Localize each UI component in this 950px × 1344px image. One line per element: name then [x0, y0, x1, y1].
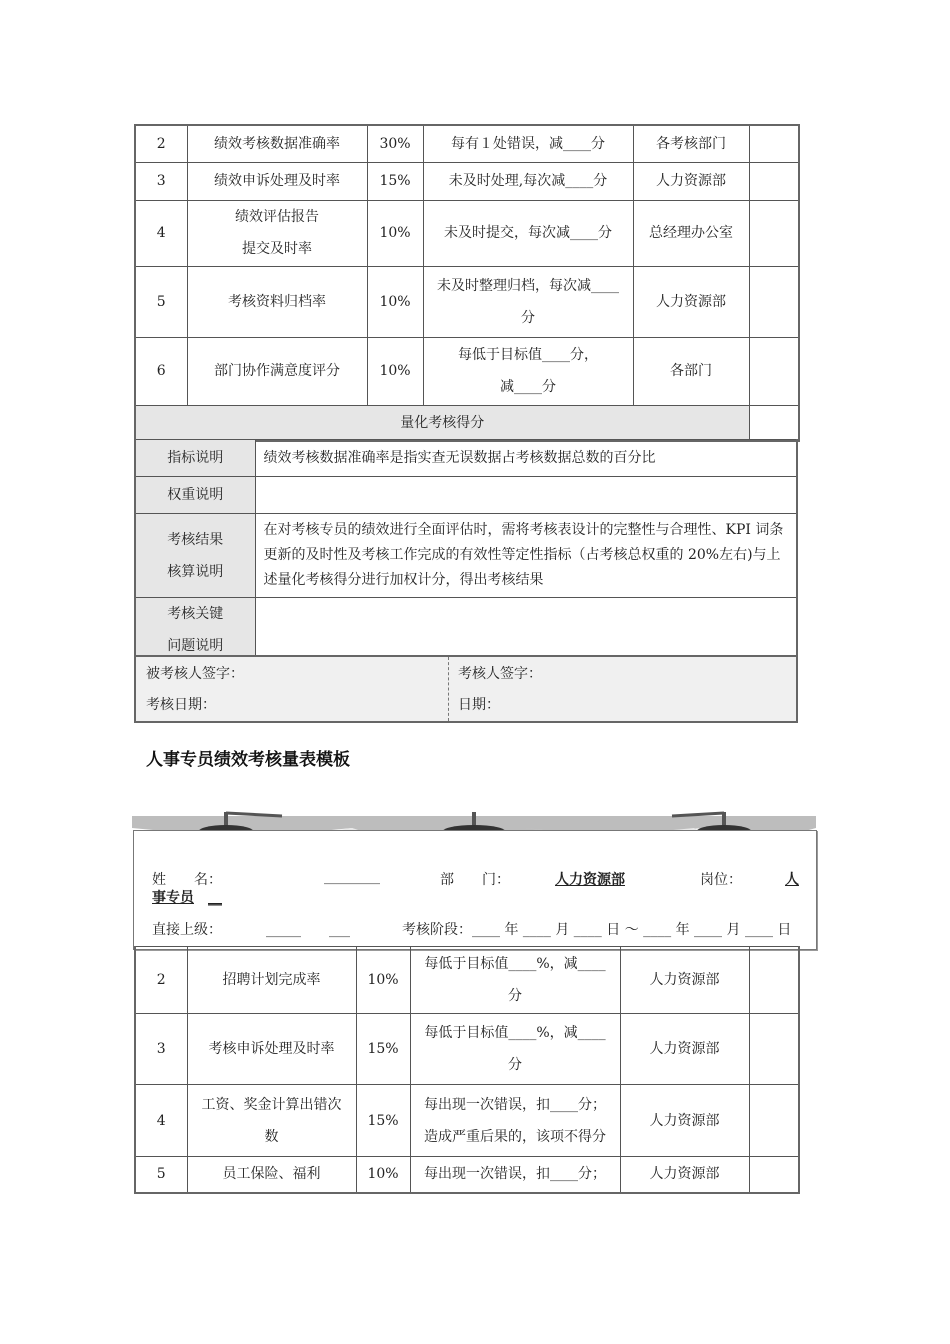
kpi-name: 员工保险、福利: [187, 1157, 356, 1193]
note-row: [135, 598, 797, 664]
post-label: 岗位：: [700, 872, 742, 888]
score-row: [135, 405, 799, 441]
kpi-name: 绩效申诉处理及时率: [187, 162, 367, 200]
kpi-rule: 每出现一次错误，扣____分；: [410, 1157, 620, 1193]
table-row: [135, 162, 799, 200]
kpi-score-cell[interactable]: [749, 947, 799, 1014]
kpi-dept: 人力资源部: [620, 947, 749, 1014]
row-number: 3: [135, 162, 187, 200]
row-number: 4: [135, 200, 187, 266]
kpi-rule: 每低于目标值____%，减____ 分: [410, 947, 620, 1014]
employee-info-box: [133, 830, 817, 950]
row-number: 2: [135, 947, 187, 1014]
kpi-score-cell[interactable]: [749, 200, 799, 266]
signature-right: [448, 657, 796, 721]
kpi-weight: 15%: [356, 1014, 410, 1085]
name-field[interactable]: ________: [324, 869, 380, 885]
signature-left: [136, 657, 449, 721]
note-text[interactable]: 绩效考核数据准确率是指实查无误数据占考核数据总数的百分比: [255, 440, 797, 477]
kpi-rule: 每有１处错误，减____分: [423, 125, 633, 162]
kpi-dept: 总经理办公室: [633, 200, 749, 266]
kpi-rule: 每出现一次错误，扣____分； 造成严重后果的，该项不得分: [410, 1085, 620, 1157]
notes-table: [134, 439, 798, 665]
kpi-score-cell[interactable]: [749, 162, 799, 200]
table-row: [135, 947, 799, 1014]
kpi-score-cell[interactable]: [749, 337, 799, 405]
kpi-score-cell[interactable]: [749, 1085, 799, 1157]
kpi-dept: 人力资源部: [633, 162, 749, 200]
kpi-dept: 人力资源部: [633, 266, 749, 337]
kpi-name: 考核申诉处理及时率: [187, 1014, 356, 1085]
supervisor-label: 直接上级：: [152, 922, 222, 938]
note-row: [135, 514, 797, 598]
note-row: [135, 440, 797, 477]
row-number: 6: [135, 337, 187, 405]
table-row: [135, 125, 799, 162]
kpi-weight: 10%: [367, 266, 423, 337]
kpi-rule: 每低于目标值____%，减____ 分: [410, 1014, 620, 1085]
dept-label: 部 门：: [440, 872, 510, 888]
kpi-dept: 人力资源部: [620, 1085, 749, 1157]
kpi-score-cell[interactable]: [749, 1157, 799, 1193]
note-label: 考核关键 问题说明: [135, 598, 255, 664]
table-row: [135, 266, 799, 337]
note-text[interactable]: [255, 477, 797, 514]
kpi-rule: 每低于目标值____分， 减____分: [423, 337, 633, 405]
note-text[interactable]: 在对考核专员的绩效进行全面评估时，需将考核表设计的完整性与合理性、KPI 词条更新的及时性及考核工作完成的有效性等定性指标（占考核总权重的 20%左右)与上述量化考核得分进行加权计分，得出考核结果: [255, 514, 797, 598]
note-label: 指标说明: [135, 440, 255, 477]
post-value-cont[interactable]: 事专员 __: [152, 890, 222, 906]
kpi-rule: 未及时整理归档，每次减____ 分: [423, 266, 633, 337]
kpi-name: 部门协作满意度评分: [187, 337, 367, 405]
table-row: [135, 1085, 799, 1157]
kpi-name: 招聘计划完成率: [187, 947, 356, 1014]
kpi-weight: 10%: [367, 200, 423, 266]
row-number: 5: [135, 1157, 187, 1193]
row-number: 2: [135, 125, 187, 162]
kpi-name: 绩效考核数据准确率: [187, 125, 367, 162]
table-row: [135, 1157, 799, 1193]
assessee-sign-label: 被考核人签字：: [146, 666, 244, 682]
kpi-dept: 各部门: [633, 337, 749, 405]
note-row: [135, 477, 797, 514]
kpi-name: 工资、奖金计算出错次 数: [187, 1085, 356, 1157]
kpi-weight: 15%: [367, 162, 423, 200]
table-row: [135, 1014, 799, 1085]
kpi-weight: 30%: [367, 125, 423, 162]
table-row: [135, 337, 799, 405]
kpi-score-cell[interactable]: [749, 1014, 799, 1085]
row-number: 4: [135, 1085, 187, 1157]
kpi-rule: 未及时处理,每次减____分: [423, 162, 633, 200]
score-total-cell[interactable]: [749, 405, 799, 441]
kpi-score-cell[interactable]: [749, 125, 799, 162]
kpi-name: 绩效评估报告 提交及时率: [187, 200, 367, 266]
kpi-weight: 15%: [356, 1085, 410, 1157]
kpi-dept: 各考核部门: [633, 125, 749, 162]
assessment-period[interactable]: 考核阶段：____ 年 ____ 月 ____ 日 ～ ____ 年 ____ 月 ____ 日: [402, 922, 792, 938]
kpi-table-2: [134, 946, 800, 1194]
kpi-score-cell[interactable]: [749, 266, 799, 337]
table-row: [135, 200, 799, 266]
note-label: 考核结果 核算说明: [135, 514, 255, 598]
note-text[interactable]: [255, 598, 797, 664]
assessor-sign-label: 考核人签字：: [458, 666, 542, 682]
kpi-dept: 人力资源部: [620, 1014, 749, 1085]
kpi-weight: 10%: [356, 947, 410, 1014]
name-label: 姓 名：: [152, 872, 222, 888]
kpi-weight: 10%: [367, 337, 423, 405]
kpi-rule: 未及时提交，每次减____分: [423, 200, 633, 266]
dept-value[interactable]: 人力资源部: [555, 872, 625, 888]
kpi-name: 考核资料归档率: [187, 266, 367, 337]
assessee-date-label: 考核日期：: [146, 697, 216, 713]
note-label: 权重说明: [135, 477, 255, 514]
score-label: 量化考核得分: [135, 405, 749, 441]
row-number: 3: [135, 1014, 187, 1085]
kpi-table-1: [134, 124, 800, 442]
row-number: 5: [135, 266, 187, 337]
signature-block: [134, 655, 798, 723]
kpi-weight: 10%: [356, 1157, 410, 1193]
post-value[interactable]: 人: [785, 872, 799, 888]
section-heading: 人事专员绩效考核量表模板: [146, 750, 350, 770]
assessor-date-label: 日期：: [458, 697, 500, 713]
supervisor-field[interactable]: _____ ___: [266, 922, 350, 938]
kpi-dept: 人力资源部: [620, 1157, 749, 1193]
